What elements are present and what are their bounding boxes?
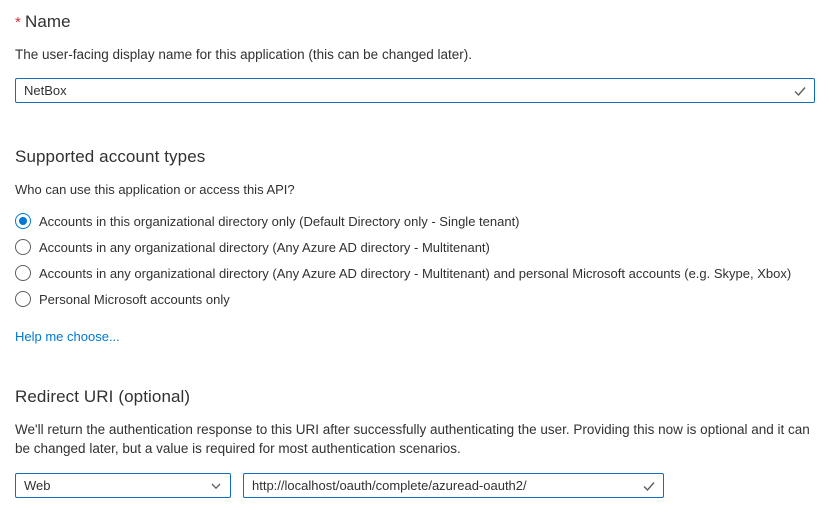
name-section-title (15, 12, 815, 32)
radio-button-icon[interactable] (15, 291, 31, 307)
account-types-section-title: Supported account types (15, 147, 206, 166)
name-section-title-text: Name (24, 12, 71, 31)
radio-button-icon[interactable] (15, 239, 31, 255)
radio-option-label: Accounts in any organizational directory (Any Azure AD directory - Multitenant) (39, 239, 490, 255)
platform-select[interactable] (15, 473, 231, 498)
required-asterisk: * (15, 14, 21, 31)
radio-button-icon[interactable] (15, 213, 31, 229)
redirect-uri-controls (15, 473, 815, 498)
account-types-question: Who can use this application or access this API? (15, 182, 295, 197)
redirect-uri-input-field (243, 473, 664, 498)
radio-option-label: Accounts in any organizational directory (Any Azure AD directory - Multitenant) and personal Microsoft accounts (e.g. Skype, Xbox) (39, 265, 792, 281)
radio-button-icon[interactable] (15, 265, 31, 281)
radio-option-multitenant[interactable] (15, 234, 815, 260)
account-types-radio-group (15, 208, 815, 312)
name-input-field (15, 78, 815, 103)
radio-option-single-tenant[interactable] (15, 208, 815, 234)
redirect-uri-input[interactable] (244, 474, 663, 497)
name-description: The user-facing display name for this application (this can be changed later). (15, 47, 472, 62)
redirect-uri-description: We'll return the authentication response to this URI after successfully authenticating the user. Providing this now is optional and it can be changed later, but a value is required for most authentication scenarios. (15, 422, 810, 456)
radio-option-label: Personal Microsoft accounts only (39, 291, 230, 307)
redirect-uri-section-title: Redirect URI (optional) (15, 387, 191, 406)
radio-option-personal-only[interactable] (15, 286, 815, 312)
radio-option-label: Accounts in this organizational directory only (Default Directory only - Single tenant) (39, 213, 520, 229)
help-me-choose-link[interactable]: Help me choose... (15, 329, 120, 344)
name-input[interactable] (16, 79, 814, 102)
chevron-down-icon (210, 480, 230, 492)
platform-select-value: Web (24, 478, 51, 493)
radio-option-multitenant-personal[interactable] (15, 260, 815, 286)
